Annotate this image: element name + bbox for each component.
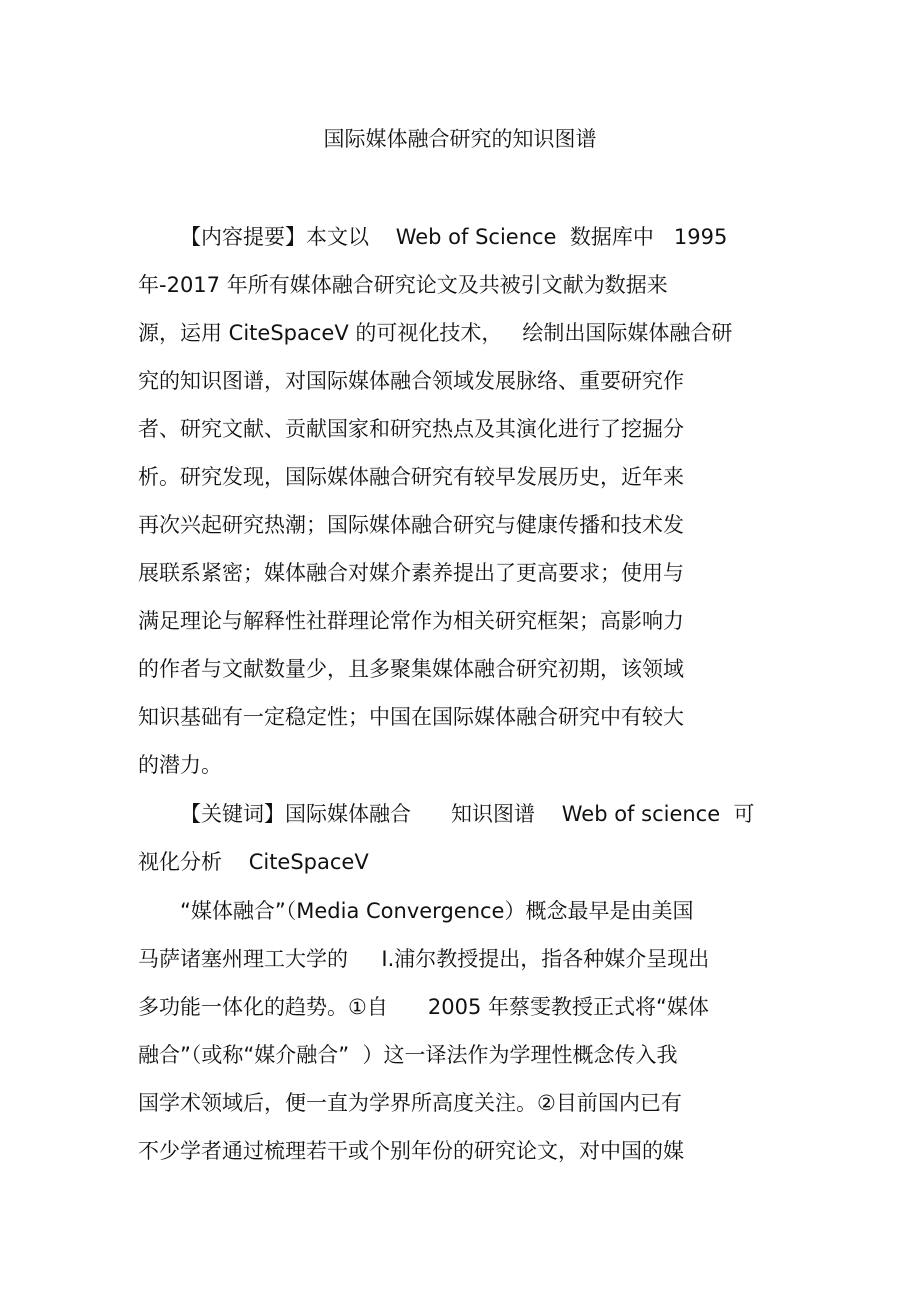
body-line: 马萨诸塞州理工大学的 I.浦尔教授提出，指各种媒介呈现出 bbox=[138, 947, 710, 971]
body-line: 不少学者通过梳理若干或个别年份的研究论文，对中国的媒 bbox=[138, 1139, 684, 1163]
abstract-line: 究的知识图谱，对国际媒体融合领域发展脉络、重要研究作 bbox=[138, 369, 684, 393]
abstract-line: 满足理论与解释性社群理论常作为相关研究框架；高影响力 bbox=[138, 609, 684, 633]
abstract-line: 知识基础有一定稳定性；中国在国际媒体融合研究中有较大 bbox=[138, 705, 684, 729]
abstract-line: 的潜力。 bbox=[138, 753, 222, 777]
body-line: 多功能一体化的趋势。①自 2005 年蔡雯教授正式将“媒体 bbox=[138, 995, 709, 1019]
body-line: 国学术领域后，便一直为学界所高度关注。②目前国内已有 bbox=[138, 1091, 682, 1115]
body-line: “媒体融合”（Media Convergence）概念最早是由美国 bbox=[180, 899, 694, 923]
abstract-line: 展联系紧密；媒体融合对媒介素养提出了更高要求；使用与 bbox=[138, 561, 684, 585]
abstract-line: 者、研究文献、贡献国家和研究热点及其演化进行了挖掘分 bbox=[138, 417, 684, 441]
abstract-line: 年-2017 年所有媒体融合研究论文及共被引文献为数据来 bbox=[138, 273, 668, 297]
abstract-line: 【内容提要】本文以 Web of Science 数据库中 1995 bbox=[180, 225, 728, 249]
abstract-line: 析。研究发现，国际媒体融合研究有较早发展历史，近年来 bbox=[138, 465, 684, 489]
abstract-line: 的作者与文献数量少，且多聚集媒体融合研究初期，该领域 bbox=[138, 657, 684, 681]
abstract-line: 再次兴起研究热潮；国际媒体融合研究与健康传播和技术发 bbox=[138, 513, 684, 537]
body-line: 融合”（或称“媒介融合” ）这一译法作为学理性概念传入我 bbox=[138, 1043, 678, 1067]
abstract-line: 源，运用 CiteSpaceV 的可视化技术， 绘制出国际媒体融合研 bbox=[138, 321, 733, 345]
keywords-line: 【关键词】国际媒体融合 知识图谱 Web of science 可 bbox=[180, 802, 755, 826]
document-title: 国际媒体融合研究的知识图谱 bbox=[323, 127, 597, 151]
keywords-line: 视化分析 CiteSpaceV bbox=[138, 850, 369, 874]
